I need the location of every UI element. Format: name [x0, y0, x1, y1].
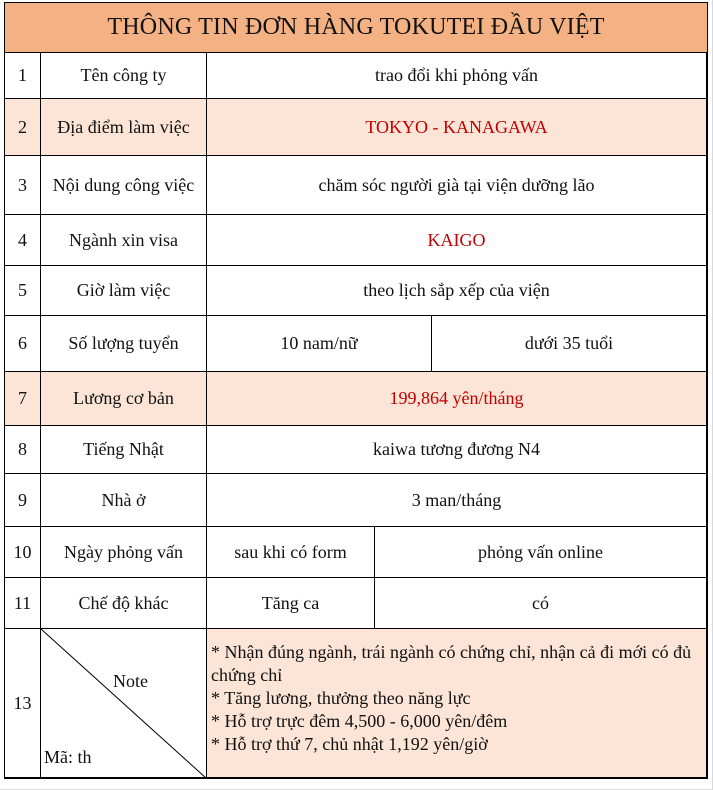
note-header-cell[interactable]: [41, 629, 207, 779]
row-label[interactable]: Ngành xin visa: [41, 215, 207, 266]
row-value[interactable]: chăm sóc người già tại viện dưỡng lão: [207, 156, 708, 215]
row-number[interactable]: 5: [4, 266, 41, 316]
row-number[interactable]: 9: [4, 474, 41, 527]
row-label[interactable]: Lương cơ bản: [41, 372, 207, 426]
row-label[interactable]: Số lượng tuyển: [41, 316, 207, 372]
row-number[interactable]: 1: [4, 53, 41, 99]
row-value-b[interactable]: phỏng vấn online: [375, 527, 708, 578]
note-line: * Hỗ trợ thứ 7, chủ nhật 1,192 yên/giờ: [211, 734, 488, 754]
row-number[interactable]: 11: [4, 578, 41, 629]
row-number[interactable]: 8: [4, 426, 41, 474]
row-value[interactable]: TOKYO - KANAGAWA: [207, 99, 708, 156]
row-value-a[interactable]: 10 nam/nữ: [207, 316, 432, 372]
row-value-a[interactable]: sau khi có form: [207, 527, 375, 578]
row-value-b[interactable]: có: [375, 578, 708, 629]
row-value[interactable]: theo lịch sắp xếp của viện: [207, 266, 708, 316]
row-number[interactable]: 7: [4, 372, 41, 426]
row-number[interactable]: 10: [4, 527, 41, 578]
row-label[interactable]: Nhà ở: [41, 474, 207, 527]
row-label[interactable]: Giờ làm việc: [41, 266, 207, 316]
code-label: Mã: th: [44, 747, 92, 767]
note-label: Note: [113, 671, 148, 691]
row-label[interactable]: Tên công ty: [41, 53, 207, 99]
note-line: * Tăng lương, thưởng theo năng lực: [211, 688, 471, 708]
row-label[interactable]: Ngày phỏng vấn: [41, 527, 207, 578]
row-label[interactable]: Chế độ khác: [41, 578, 207, 629]
row-label[interactable]: Tiếng Nhật: [41, 426, 207, 474]
row-number[interactable]: 2: [4, 99, 41, 156]
row-value[interactable]: trao đổi khi phỏng vấn: [207, 53, 708, 99]
note-line: * Nhận đúng ngành, trái ngành có chứng chỉ, nhận cả đi mới có đủ chứng chỉ: [211, 642, 692, 685]
row-value-b[interactable]: dưới 35 tuổi: [432, 316, 708, 372]
row-label[interactable]: Địa điểm làm việc: [41, 99, 207, 156]
row-number[interactable]: 6: [4, 316, 41, 372]
row-value[interactable]: KAIGO: [207, 215, 708, 266]
row-value[interactable]: 3 man/tháng: [207, 474, 708, 527]
row-number[interactable]: 3: [4, 156, 41, 215]
row-value[interactable]: 199,864 yên/tháng: [207, 372, 708, 426]
row-number[interactable]: 13: [4, 629, 41, 779]
note-line: * Hỗ trợ trực đêm 4,500 - 6,000 yên/đêm: [211, 711, 508, 731]
note-content[interactable]: [207, 629, 708, 779]
row-number[interactable]: 4: [4, 215, 41, 266]
row-value-a[interactable]: Tăng ca: [207, 578, 375, 629]
sheet-title[interactable]: THÔNG TIN ĐƠN HÀNG TOKUTEI ĐẦU VIỆT: [4, 2, 708, 53]
row-value[interactable]: kaiwa tương đương N4: [207, 426, 708, 474]
row-label[interactable]: Nội dung công việc: [41, 156, 207, 215]
